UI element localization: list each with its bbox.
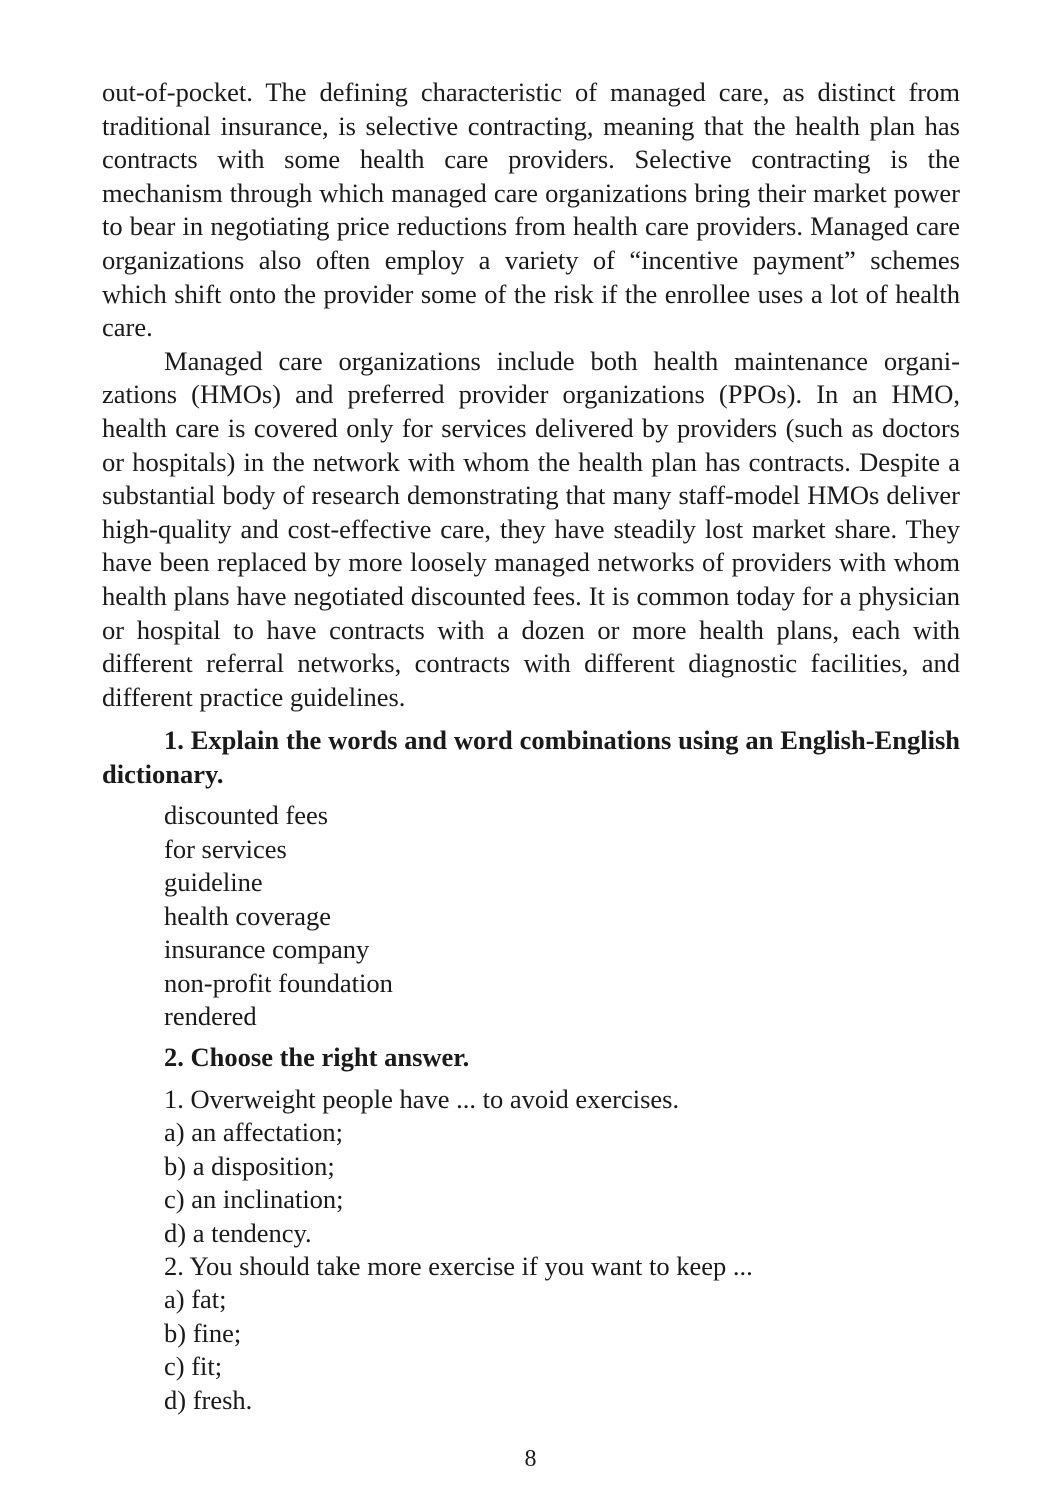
page-body bbox=[102, 76, 960, 1417]
vocabulary-item: health coverage bbox=[164, 900, 331, 931]
vocabulary-item: non-profit foundation bbox=[164, 967, 393, 998]
vocabulary-item: for services bbox=[164, 833, 287, 864]
vocabulary-item: discounted fees bbox=[164, 800, 329, 831]
vocabulary-item: rendered bbox=[164, 1000, 257, 1031]
answer-option: b) fine; bbox=[164, 1317, 242, 1348]
answer-option: b) a disposition; bbox=[164, 1150, 335, 1181]
body-paragraph-2: Managed care organizations include both health maintenance organizations (HMOs) and preferred provider organizations (PPOs). In an HMO, health care is covered only for services delivered by providers (such as doctors or hospitals) in the network with whom the health plan has contracts. Despite a substantial body of research demonstrating that many staff-model HMOs deliver high-quality and cost-effective care, they have steadily lost market share. They have been replaced by more loosely managed networks of providers with whom health plans have negotiated discounted fees. It is common today for a physician or hospital to have contracts with a dozen or more health plans, each with different referral networks, contracts with different diagnostic facilities, and different practice guidelines. bbox=[102, 345, 960, 712]
question-line: 1. Overweight people have ... to avoid exercises. bbox=[164, 1083, 680, 1114]
answer-option: d) fresh. bbox=[164, 1384, 253, 1415]
answer-option: a) fat; bbox=[164, 1284, 227, 1315]
exercise-2-heading: 2. Choose the right answer. bbox=[164, 1042, 470, 1073]
answer-option: a) an affectation; bbox=[164, 1117, 344, 1148]
vocabulary-item: guideline bbox=[164, 867, 263, 898]
body-paragraph-1: out-of-pocket. The defining characteristic of managed care, as distinct from traditional insurance, is selective contracting, meaning that the health plan has contracts with some health care providers. Selective contracting is the mechanism through which managed care organizations bring their market power to bear in negotiating price reductions from health care providers. Managed care organizations also often employ a variety of “incentive payment” schemes which shift onto the provider some of the risk if the enrollee uses a lot of health care. bbox=[102, 77, 960, 343]
vocabulary-item: insurance company bbox=[164, 934, 370, 965]
answer-option: c) an inclination; bbox=[164, 1184, 344, 1215]
page-number: 8 bbox=[524, 1446, 537, 1472]
multiple-choice-list bbox=[102, 1083, 960, 1417]
question-line: 2. You should take more exercise if you want to keep ... bbox=[164, 1250, 753, 1281]
vocabulary-list bbox=[102, 799, 960, 1033]
answer-option: c) fit; bbox=[164, 1351, 223, 1382]
exercise-1-heading: 1. Explain the words and word combinations using an English-English dictionary. bbox=[102, 725, 960, 789]
answer-option: d) a tendency. bbox=[164, 1217, 312, 1248]
